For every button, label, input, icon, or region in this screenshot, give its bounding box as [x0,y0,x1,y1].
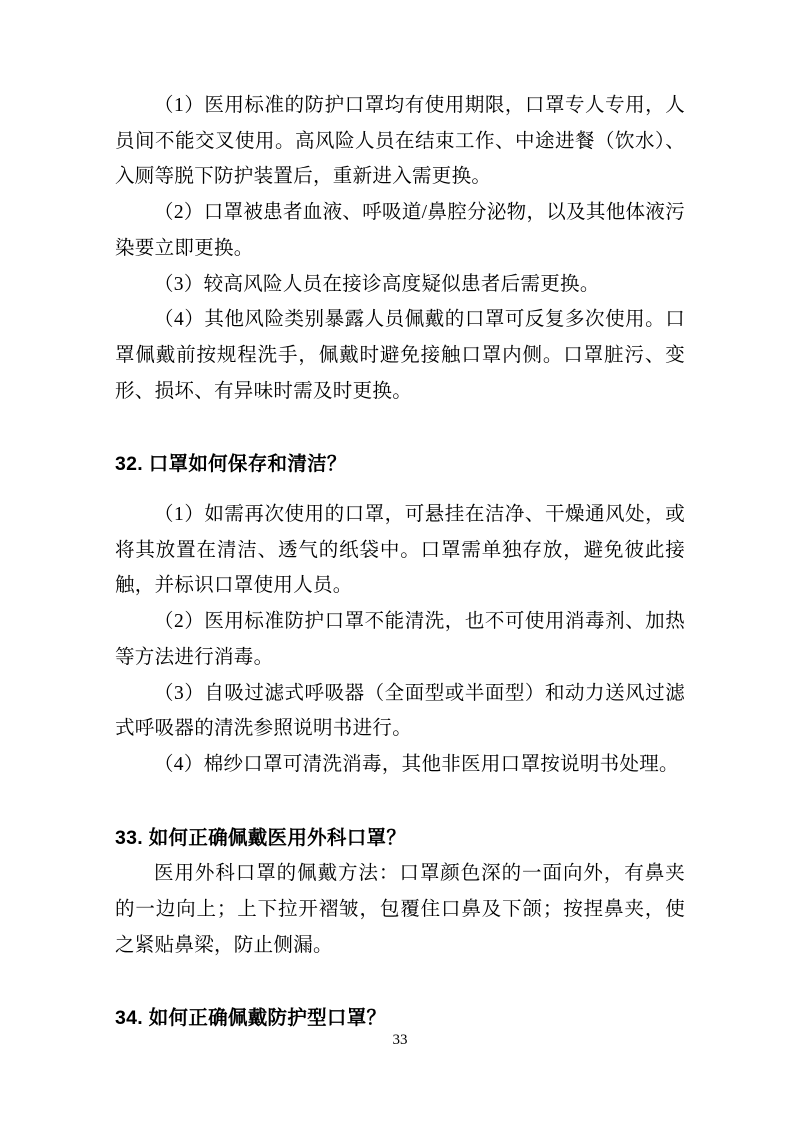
paragraph-cotton-mask: （4）棉纱口罩可清洗消毒，其他非医用口罩按说明书处理。 [154,753,679,775]
paragraph-mask-contamination: （2）口罩被患者血液、呼吸道/鼻腔分泌物，以及其他体液污染要立即更换。 [115,202,685,259]
paragraph-storage-hanging: （1）如需再次使用的口罩，可悬挂在洁净、干燥通风处，或将其放置在清洁、透气的纸袋中。口罩需单独存放，避免彼此接触，并标识口罩使用人员。 [115,504,685,597]
paragraph-high-risk-replace: （3）较高风险人员在接诊高度疑似患者后需更换。 [154,273,600,295]
paragraph-mask-reuse: （4）其他风险类别暴露人员佩戴的口罩可反复多次使用。口罩佩戴前按规程洗手，佩戴时避免接触口罩内侧。口罩脏污、变形、损坏、有异味时需及时更换。 [115,309,685,402]
section-heading-33: 33. 如何正确佩戴医用外科口罩？ [115,826,407,849]
section-heading-34: 34. 如何正确佩戴防护型口罩？ [115,1007,387,1030]
paragraph-respirator-cleaning: （3）自吸过滤式呼吸器（全面型或半面型）和动力送风过滤式呼吸器的清洗参照说明书进行。 [115,682,685,740]
paragraph-mask-expiry: （1）医用标准的防护口罩均有使用期限，口罩专人专用，人员间不能交叉使用。高风险人员在结束工作、中途进餐（饮水）、入厕等脱下防护装置后，重新进入需更换。 [115,95,685,188]
page-number: 33 [392,1032,408,1048]
paragraph-surgical-mask-method: 医用外科口罩的佩戴方法：口罩颜色深的一面向外，有鼻夹的一边向上；上下拉开褶皱，包覆住口鼻及下颌；按捏鼻夹，使之紧贴鼻梁，防止侧漏。 [115,863,685,956]
section-heading-32: 32. 口罩如何保存和清洁？ [115,453,347,476]
paragraph-no-washing: （2）医用标准防护口罩不能清洗，也不可使用消毒剂、加热等方法进行消毒。 [115,611,685,668]
